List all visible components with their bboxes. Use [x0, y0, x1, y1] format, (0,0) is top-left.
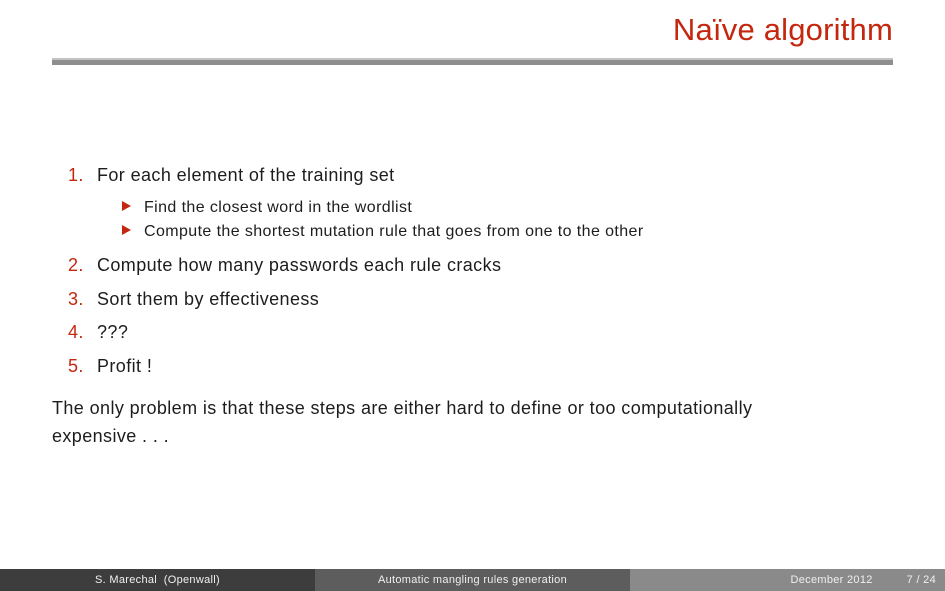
item-text: Profit ! [97, 356, 153, 376]
subitem-text: Find the closest word in the wordlist [144, 199, 413, 216]
list-item [68, 355, 152, 377]
triangle-bullet-icon [122, 201, 131, 211]
footer-author: S. Marechal (Openwall) [95, 574, 220, 586]
closing-paragraph [52, 394, 752, 450]
list-subitem [122, 222, 644, 241]
item-number: 3. [68, 289, 84, 309]
item-text: Sort them by effectiveness [97, 289, 320, 309]
title-separator-rule [52, 58, 893, 65]
item-number: 1. [68, 165, 84, 185]
item-number: 5. [68, 356, 84, 376]
footer-date: December 2012 [790, 574, 873, 586]
triangle-bullet-icon [122, 225, 131, 235]
item-text: Compute how many passwords each rule cracks [97, 255, 502, 275]
item-text: For each element of the training set [97, 165, 395, 185]
footer-bar [0, 569, 945, 591]
footer-short-title: Automatic mangling rules generation [377, 574, 568, 586]
list-subitem [122, 198, 412, 217]
paragraph-line: expensive . . . [52, 426, 170, 446]
item-number: 2. [68, 255, 84, 275]
list-item [68, 164, 395, 186]
item-number: 4. [68, 322, 84, 342]
list-item [68, 254, 501, 276]
slide-title: Naïve algorithm [672, 12, 893, 47]
item-text: ??? [97, 322, 129, 342]
paragraph-line: The only problem is that these steps are either hard to define or too computationally [52, 398, 753, 418]
footer-page-number: 7 / 24 [906, 574, 936, 586]
footer-author-section [0, 569, 315, 591]
footer-title-section [315, 569, 630, 591]
list-item [68, 321, 128, 343]
list-item [68, 288, 319, 310]
subitem-text: Compute the shortest mutation rule that goes from one to the other [144, 223, 644, 240]
footer-date-section [630, 569, 945, 591]
